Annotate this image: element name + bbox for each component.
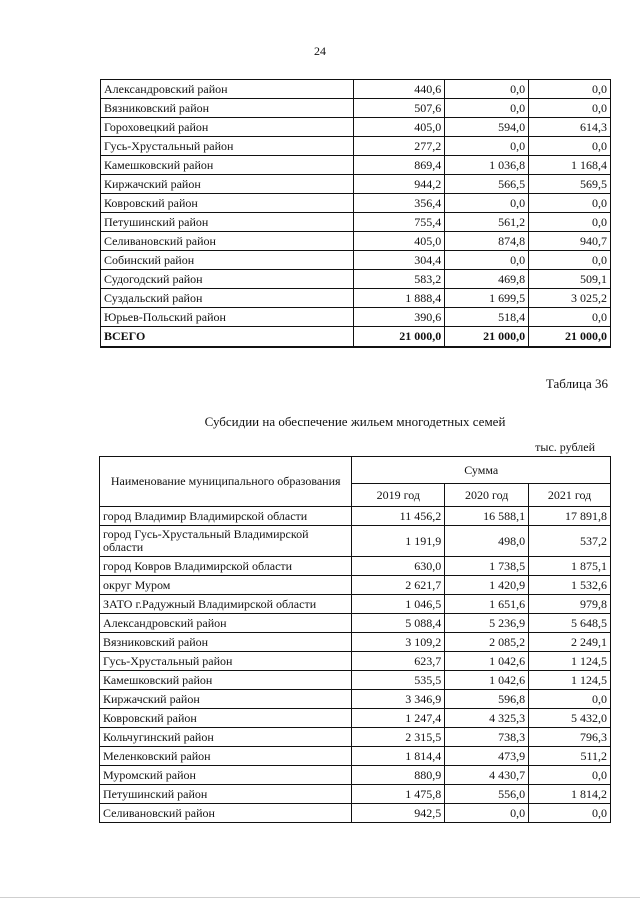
cell-name: Кольчугинский район	[100, 728, 352, 747]
table-row	[101, 308, 611, 327]
table-row	[100, 766, 611, 785]
table-row	[101, 213, 611, 232]
cell-name: Киржачский район	[100, 690, 352, 709]
cell-2020: 738,3	[445, 728, 529, 747]
cell-2019: 1 888,4	[354, 289, 445, 308]
cell-2021: 1 124,5	[529, 671, 611, 690]
cell-name: Александровский район	[101, 80, 354, 99]
cell-2020: 518,4	[445, 308, 529, 327]
cell-2021: 0,0	[529, 194, 611, 213]
cell-2019: 507,6	[354, 99, 445, 118]
cell-2020: 874,8	[445, 232, 529, 251]
cell-2021: 0,0	[529, 690, 611, 709]
table-row	[100, 690, 611, 709]
total-2021: 21 000,0	[529, 327, 611, 348]
page-number: 24	[314, 44, 326, 58]
header-name-column: Наименование муниципального образования	[100, 457, 352, 507]
cell-2020: 5 236,9	[445, 614, 529, 633]
cell-2021: 17 891,8	[529, 507, 611, 526]
top-table	[100, 79, 611, 348]
cell-2021: 5 432,0	[529, 709, 611, 728]
cell-2019: 755,4	[354, 213, 445, 232]
cell-2019: 1 247,4	[352, 709, 445, 728]
cell-2019: 405,0	[354, 118, 445, 137]
cell-name: Петушинский район	[101, 213, 354, 232]
cell-2020: 0,0	[445, 251, 529, 270]
cell-2020: 0,0	[445, 99, 529, 118]
cell-2020: 561,2	[445, 213, 529, 232]
table-row	[100, 595, 611, 614]
cell-2019: 583,2	[354, 270, 445, 289]
cell-2020: 594,0	[445, 118, 529, 137]
cell-2021: 1 875,1	[529, 557, 611, 576]
cell-2020: 4 430,7	[445, 766, 529, 785]
cell-2019: 1 814,4	[352, 747, 445, 766]
cell-name: Судогодский район	[101, 270, 354, 289]
table-row	[101, 156, 611, 175]
cell-2019: 2 621,7	[352, 576, 445, 595]
cell-2020: 469,8	[445, 270, 529, 289]
table-row	[100, 785, 611, 804]
cell-2021: 614,3	[529, 118, 611, 137]
total-row	[101, 327, 611, 348]
cell-name: Гороховецкий район	[101, 118, 354, 137]
header-sum: Сумма	[352, 457, 611, 484]
cell-2019: 11 456,2	[352, 507, 445, 526]
cell-2019: 277,2	[354, 137, 445, 156]
cell-2021: 5 648,5	[529, 614, 611, 633]
table-title: Субсидии на обеспечение жильем многодетных семей	[204, 414, 506, 429]
table-row	[100, 557, 611, 576]
cell-name: Камешковский район	[100, 671, 352, 690]
table-row	[100, 728, 611, 747]
cell-2021: 569,5	[529, 175, 611, 194]
cell-2019: 390,6	[354, 308, 445, 327]
cell-2019: 5 088,4	[352, 614, 445, 633]
cell-2020: 0,0	[445, 804, 529, 823]
cell-2021: 537,2	[529, 526, 611, 557]
cell-2021: 3 025,2	[529, 289, 611, 308]
cell-2019: 440,6	[354, 80, 445, 99]
cell-name: Камешковский район	[101, 156, 354, 175]
cell-2021: 511,2	[529, 747, 611, 766]
table-row	[100, 652, 611, 671]
cell-name: Вязниковский район	[101, 99, 354, 118]
page-bottom-rule	[0, 897, 640, 898]
cell-2020: 1 651,6	[445, 595, 529, 614]
table-row	[101, 251, 611, 270]
cell-2020: 16 588,1	[445, 507, 529, 526]
cell-2020: 556,0	[445, 785, 529, 804]
cell-2019: 2 315,5	[352, 728, 445, 747]
cell-name: Гусь-Хрустальный район	[100, 652, 352, 671]
table-row	[100, 507, 611, 526]
cell-2020: 1 738,5	[445, 557, 529, 576]
cell-2020: 1 042,6	[445, 671, 529, 690]
cell-name: Александровский район	[100, 614, 352, 633]
table-row	[100, 709, 611, 728]
cell-2019: 3 109,2	[352, 633, 445, 652]
cell-name: Ковровский район	[101, 194, 354, 213]
cell-name: Селивановский район	[101, 232, 354, 251]
cell-name: Гусь-Хрустальный район	[101, 137, 354, 156]
total-label: ВСЕГО	[101, 327, 354, 348]
cell-2021: 0,0	[529, 766, 611, 785]
table-row	[101, 99, 611, 118]
cell-name: Муромский район	[100, 766, 352, 785]
table-row	[100, 804, 611, 823]
cell-2021: 0,0	[529, 804, 611, 823]
cell-2020: 498,0	[445, 526, 529, 557]
cell-2021: 0,0	[529, 213, 611, 232]
cell-2019: 1 475,8	[352, 785, 445, 804]
cell-2020: 0,0	[445, 80, 529, 99]
table-row	[101, 175, 611, 194]
cell-2019: 944,2	[354, 175, 445, 194]
cell-name: Суздальский район	[101, 289, 354, 308]
header-row	[100, 457, 611, 484]
cell-name: округ Муром	[100, 576, 352, 595]
cell-name: Вязниковский район	[100, 633, 352, 652]
cell-name: город Владимир Владимирской области	[100, 507, 352, 526]
cell-2020: 1 036,8	[445, 156, 529, 175]
cell-2019: 304,4	[354, 251, 445, 270]
cell-2019: 1 191,9	[352, 526, 445, 557]
total-2020: 21 000,0	[445, 327, 529, 348]
table-row	[101, 194, 611, 213]
cell-2021: 0,0	[529, 80, 611, 99]
cell-name: ЗАТО г.Радужный Владимирской области	[100, 595, 352, 614]
cell-name: Юрьев-Польский район	[101, 308, 354, 327]
header-2021: 2021 год	[529, 484, 611, 507]
cell-name: город Ковров Владимирской области	[100, 557, 352, 576]
cell-2019: 623,7	[352, 652, 445, 671]
table-row	[101, 232, 611, 251]
table-row	[101, 137, 611, 156]
table-row	[100, 633, 611, 652]
cell-name: Петушинский район	[100, 785, 352, 804]
cell-name: город Гусь-Хрустальный Владимирской области	[100, 526, 352, 557]
cell-2021: 1 814,2	[529, 785, 611, 804]
cell-2019: 942,5	[352, 804, 445, 823]
cell-2021: 0,0	[529, 308, 611, 327]
cell-name: Меленковский район	[100, 747, 352, 766]
cell-2021: 0,0	[529, 137, 611, 156]
table-row	[101, 80, 611, 99]
header-2019: 2019 год	[352, 484, 445, 507]
table-row	[101, 270, 611, 289]
cell-2020: 4 325,3	[445, 709, 529, 728]
cell-2021: 509,1	[529, 270, 611, 289]
table-row	[100, 576, 611, 595]
cell-2019: 3 346,9	[352, 690, 445, 709]
cell-2021: 1 532,6	[529, 576, 611, 595]
cell-name: Ковровский район	[100, 709, 352, 728]
units-label: тыс. рублей	[535, 440, 595, 454]
cell-2020: 596,8	[445, 690, 529, 709]
cell-2020: 0,0	[445, 194, 529, 213]
cell-2020: 0,0	[445, 137, 529, 156]
cell-2020: 1 042,6	[445, 652, 529, 671]
table-row	[100, 614, 611, 633]
cell-2019: 630,0	[352, 557, 445, 576]
table-row	[100, 671, 611, 690]
cell-2021: 796,3	[529, 728, 611, 747]
table-row	[101, 289, 611, 308]
cell-2020: 473,9	[445, 747, 529, 766]
cell-2019: 535,5	[352, 671, 445, 690]
cell-2020: 1 699,5	[445, 289, 529, 308]
cell-name: Собинский район	[101, 251, 354, 270]
table-row	[100, 526, 611, 557]
cell-2021: 2 249,1	[529, 633, 611, 652]
total-2019: 21 000,0	[354, 327, 445, 348]
cell-2021: 1 168,4	[529, 156, 611, 175]
table-row	[101, 118, 611, 137]
cell-2021: 0,0	[529, 99, 611, 118]
cell-name: Киржачский район	[101, 175, 354, 194]
cell-2020: 1 420,9	[445, 576, 529, 595]
header-2020: 2020 год	[445, 484, 529, 507]
cell-2020: 566,5	[445, 175, 529, 194]
cell-2021: 940,7	[529, 232, 611, 251]
cell-2021: 1 124,5	[529, 652, 611, 671]
cell-2019: 880,9	[352, 766, 445, 785]
cell-name: Селивановский район	[100, 804, 352, 823]
cell-2020: 2 085,2	[445, 633, 529, 652]
cell-2019: 405,0	[354, 232, 445, 251]
cell-2019: 356,4	[354, 194, 445, 213]
cell-2021: 979,8	[529, 595, 611, 614]
table-row	[100, 747, 611, 766]
subsidies-table	[99, 456, 611, 823]
cell-2021: 0,0	[529, 251, 611, 270]
cell-2019: 869,4	[354, 156, 445, 175]
table-number-label: Таблица 36	[545, 376, 608, 391]
cell-2019: 1 046,5	[352, 595, 445, 614]
